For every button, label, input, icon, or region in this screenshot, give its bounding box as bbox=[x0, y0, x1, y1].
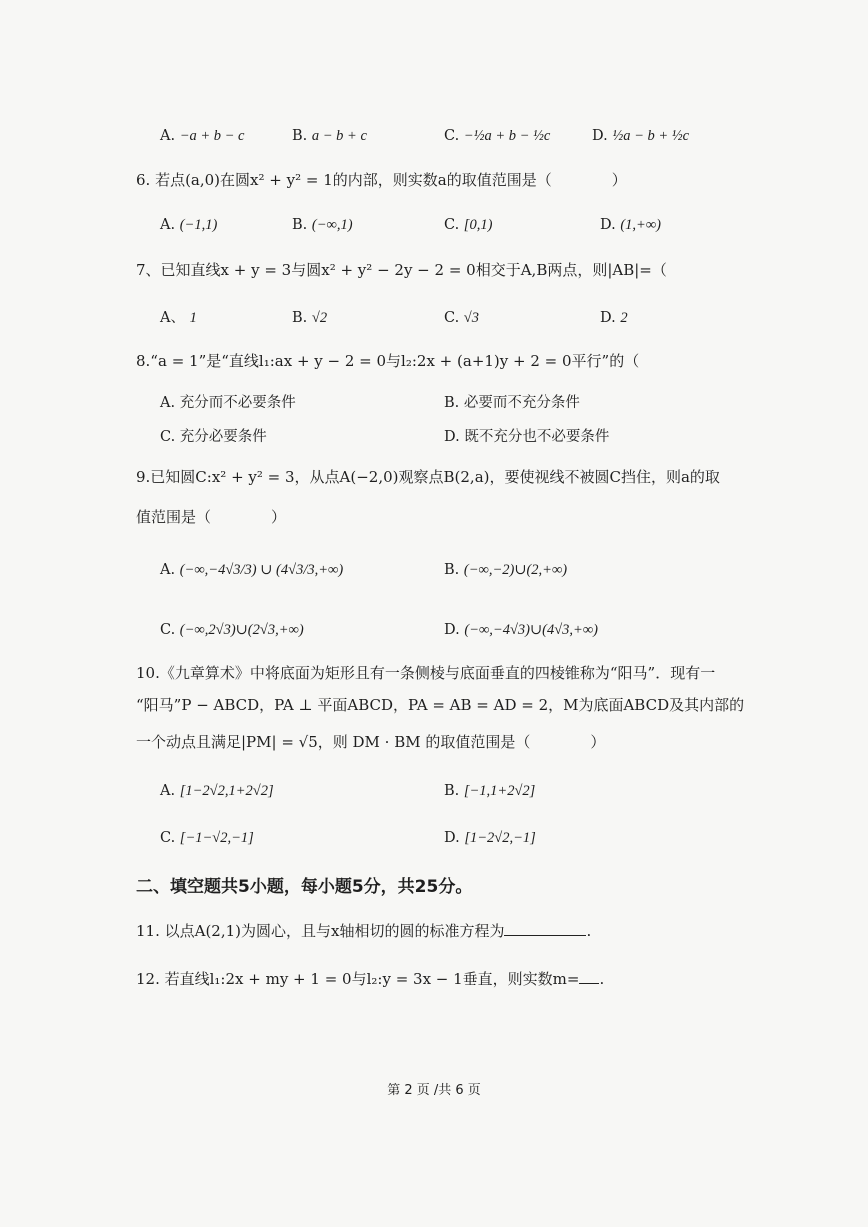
q10-stem-line3: 一个动点且满足|PM| = √5，则 DM · BM 的取值范围是（ ） bbox=[136, 733, 606, 751]
q7-option-c: C. √3 bbox=[444, 310, 480, 326]
q10-option-d: D. [1−2√2,−1] bbox=[444, 830, 536, 846]
q8-stem: 8.“a = 1”是“直线l₁:ax + y − 2 = 0与l₂:2x + (a+1)y + 2 = 0平行”的（ bbox=[136, 352, 640, 370]
q6-stem: 6. 若点(a,0)在圆x² + y² = 1的内部，则实数a的取值范围是（ ） bbox=[136, 171, 627, 189]
q8-option-c: C. 充分必要条件 bbox=[160, 429, 267, 445]
q8-option-b: B. 必要而不充分条件 bbox=[444, 395, 580, 411]
q8-option-a: A. 充分而不必要条件 bbox=[160, 395, 296, 411]
q9-option-a: A. (−∞,−4√3/3) ∪ (4√3/3,+∞) bbox=[160, 562, 344, 578]
q9-option-c: C. (−∞,2√3)∪(2√3,+∞) bbox=[160, 622, 304, 638]
q7-option-b: B. √2 bbox=[292, 310, 328, 326]
q10-option-c: C. [−1−√2,−1] bbox=[160, 830, 254, 846]
q9-stem-line2: 值范围是（ ） bbox=[136, 508, 287, 526]
q7-stem: 7、已知直线x + y = 3与圆x² + y² − 2y − 2 = 0相交于A,B两点，则|AB|=（ bbox=[136, 261, 667, 279]
q10-stem-line1: 10.《九章算术》中将底面为矩形且有一条侧棱与底面垂直的四棱锥称为“阳马”．现有一 bbox=[136, 664, 716, 682]
q10-stem-line2: “阳马”P − ABCD，PA ⊥ 平面ABCD，PA = AB = AD = 2，M为底面ABCD及其内部的 bbox=[136, 696, 745, 714]
q5-option-a: A. −a + b − c bbox=[160, 128, 245, 144]
q5-option-b: B. a − b + c bbox=[292, 128, 367, 144]
q9-stem-line1: 9.已知圆C:x² + y² = 3，从点A(−2,0)观察点B(2,a)，要使视线不被圆C挡住，则a的取 bbox=[136, 468, 720, 486]
section-heading: 二、填空题共5小题，每小题5分，共25分。 bbox=[136, 877, 473, 897]
q12-answer-blank[interactable] bbox=[579, 969, 599, 984]
q6-option-d: D. (1,+∞) bbox=[600, 217, 661, 233]
q10-option-b: B. [−1,1+2√2] bbox=[444, 783, 536, 799]
q6-option-c: C. [0,1) bbox=[444, 217, 493, 233]
q11-stem bbox=[136, 919, 591, 943]
q12-tail: . bbox=[599, 970, 605, 988]
q12-text: 12. 若直线l₁:2x + my + 1 = 0与l₂:y = 3x − 1垂直，则实数m= bbox=[136, 970, 580, 988]
q7-option-d: D. 2 bbox=[600, 310, 628, 326]
q9-option-b: B. (−∞,−2)∪(2,+∞) bbox=[444, 562, 568, 578]
q11-answer-blank[interactable] bbox=[504, 921, 586, 936]
q8-option-d: D. 既不充分也不必要条件 bbox=[444, 429, 610, 445]
q11-text: 11. 以点A(2,1)为圆心，且与x轴相切的圆的标准方程为 bbox=[136, 922, 505, 940]
q11-tail: . bbox=[586, 922, 592, 940]
q5-option-c: C. −½a + b − ½c bbox=[444, 128, 551, 144]
q5-option-d: D. ½a − b + ½c bbox=[592, 128, 690, 144]
q6-option-a: A. (−1,1) bbox=[160, 217, 218, 233]
q6-option-b: B. (−∞,1) bbox=[292, 217, 353, 233]
q12-stem bbox=[136, 967, 604, 991]
q10-option-a: A. [1−2√2,1+2√2] bbox=[160, 783, 274, 799]
q7-option-a: A、 1 bbox=[160, 310, 197, 326]
page-footer: 第 2 页 /共 6 页 bbox=[387, 1083, 481, 1098]
q9-option-d: D. (−∞,−4√3)∪(4√3,+∞) bbox=[444, 622, 598, 638]
